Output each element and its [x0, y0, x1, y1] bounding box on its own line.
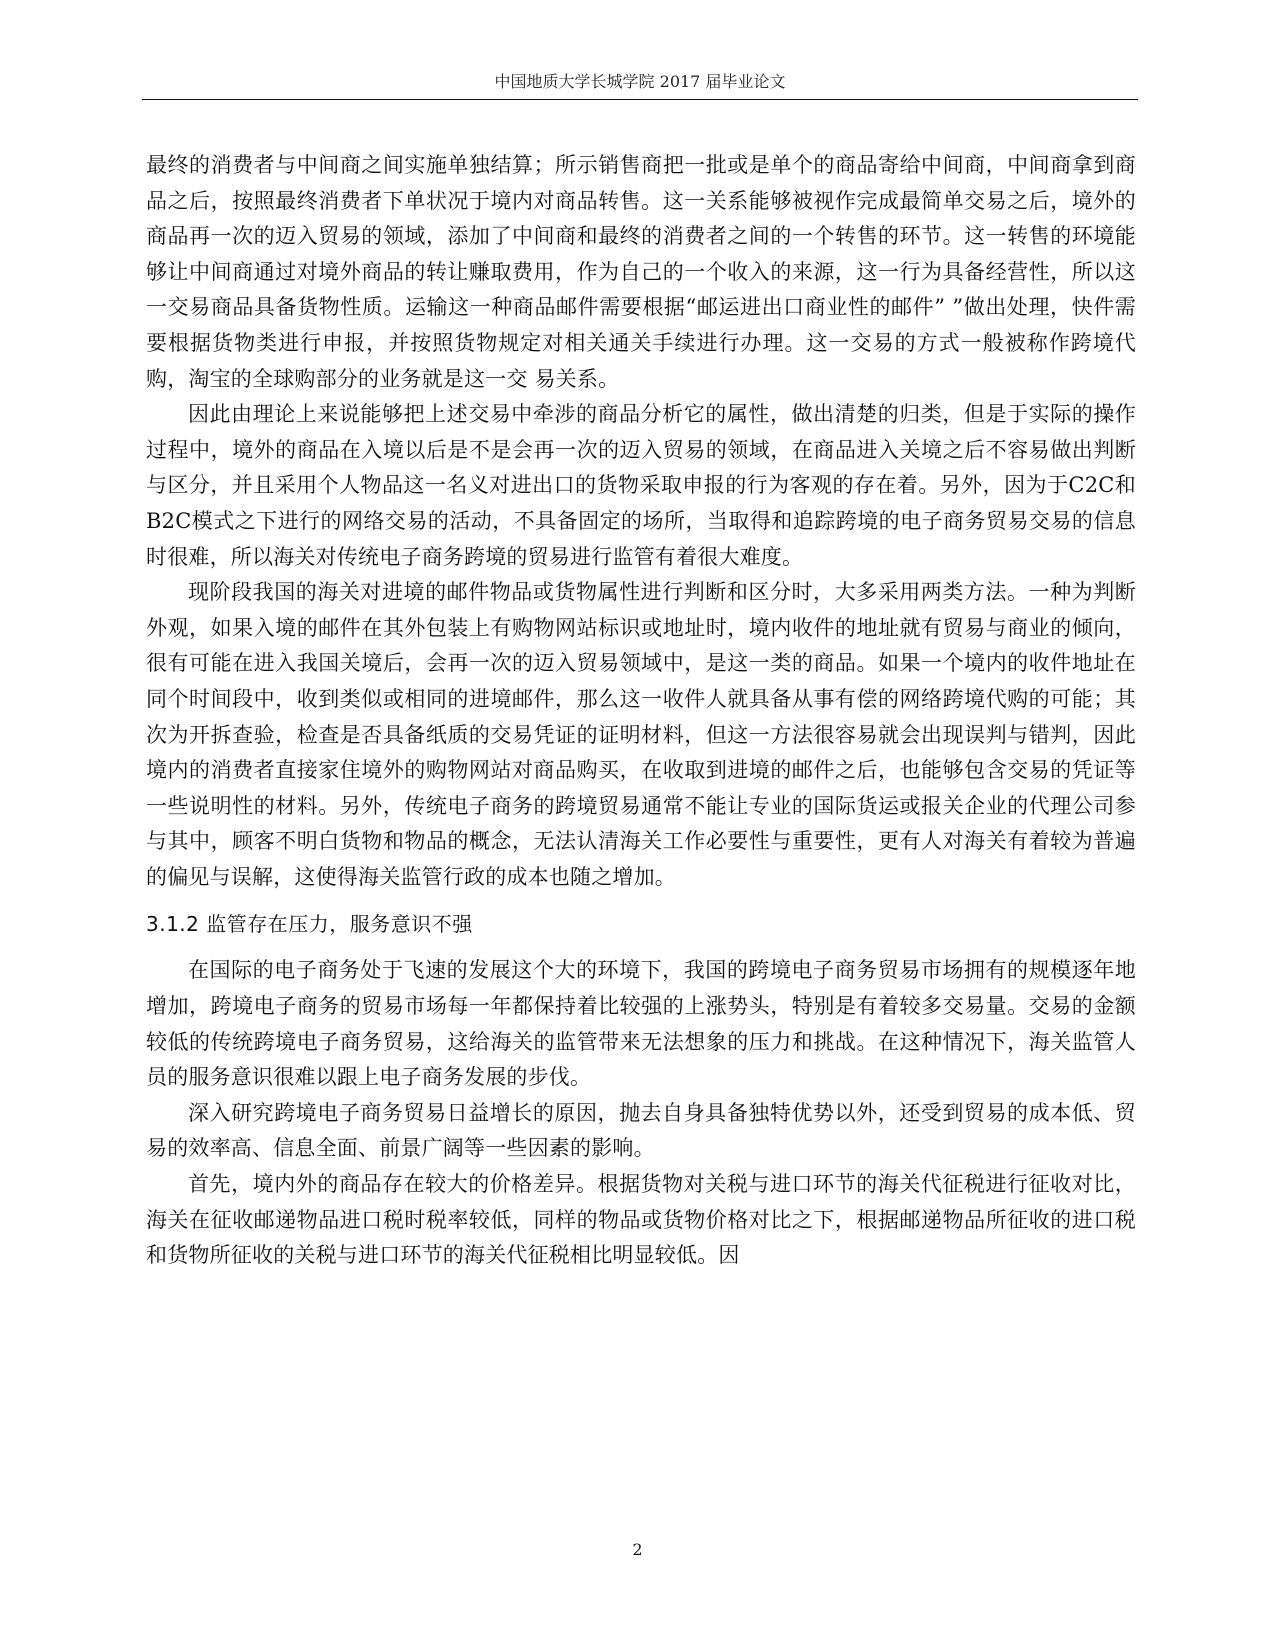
paragraph: 首先，境内外的商品存在较大的价格差异。根据货物对关税与进口环节的海关代征税进行征收对比，海关在征收邮递物品进口税时税率较低，同样的物品或货物价格对比之下，根据邮递物品所征收的进口税和货物所征收的关税与进口环节的海关代征税相比明显较低。因	[146, 1172, 1136, 1268]
paragraph: 深入研究跨境电子商务贸易日益增长的原因，抛去自身具备独特优势以外，还受到贸易的成本低、贸易的效率高、信息全面、前景广阔等一些因素的影响。	[146, 1100, 1136, 1161]
paragraph: 在国际的电子商务处于飞速的发展这个大的环境下，我国的跨境电子商务贸易市场拥有的规模逐年地增加，跨境电子商务的贸易市场每一年都保持着比较强的上涨势头，特别是有着较多交易量。交易的金额较低的传统跨境电子商务贸易，这给海关的监管带来无法想象的压力和挑战。在这种情况下，海关监管人员的服务意识很难以跟上电子商务发展的步伐。	[146, 958, 1136, 1090]
paragraph-continued: 最终的消费者与中间商之间实施单独结算；所示销售商把一批或是单个的商品寄给中间商，中间商拿到商品之后，按照最终消费者下单状况于境内对商品转售。这一关系能够被视作完成最简单交易之后，境外的商品再一次的迈入贸易的领域，添加了中间商和最终的消费者之间的一个转售的环节。这一转售的环境能够让中间商通过对境外商品的转让赚取费用，作为自己的一个收入的来源，这一行为具备经营性，所以这一交易商品具备货物性质。运输这一种商品邮件需要根据“邮运进出口商业性的邮件” ”做出处理，快件需要根据货物类进行申报，并按照货物规定对相关通关手续进行办理。这一交易的方式一般被称作跨境代购，淘宝的全球购部分的业务就是这一交 易关系。	[146, 153, 1136, 391]
page-number: 2	[632, 1540, 643, 1559]
document-body	[146, 148, 1136, 1274]
section-heading: 3.1.2 监管存在压力，服务意识不强	[146, 912, 473, 937]
paragraph: 因此由理论上来说能够把上述交易中牵涉的商品分析它的属性，做出清楚的归类，但是于实际的操作过程中，境外的商品在入境以后是不是会再一次的迈入贸易的领域，在商品进入关境之后不容易做出判断与区分，并且采用个人物品这一名义对进出口的货物采取申报的行为客观的存在着。另外，因为于C2C和B2C模式之下进行的网络交易的活动，不具备固定的场所，当取得和追踪跨境的电子商务贸易交易的信息时很难，所以海关对传统电子商务跨境的贸易进行监管有着很大难度。	[146, 402, 1136, 569]
paragraph: 现阶段我国的海关对进境的邮件物品或货物属性进行判断和区分时，大多采用两类方法。一种为判断外观，如果入境的邮件在其外包装上有购物网站标识或地址时，境内收件的地址就有贸易与商业的倾向，很有可能在进入我国关境后，会再一次的迈入贸易领域中，是这一类的商品。如果一个境内的收件地址在同个时间段中，收到类似或相同的进境邮件，那么这一收件人就具备从事有偿的网络跨境代购的可能；其次为开拆查验，检查是否具备纸质的交易凭证的证明材料，但这一方法很容易就会出现误判与错判，因此境内的消费者直接家住境外的购物网站对商品购买，在收取到进境的邮件之后，也能够包含交易的凭证等一些说明性的材料。另外，传统电子商务的跨境贸易通常不能让专业的国际货运或报关企业的代理公司参与其中，顾客不明白货物和物品的概念，无法认清海关工作必要性与重要性，更有人对海关有着较为普遍的偏见与误解，这使得海关监管行政的成本也随之增加。	[146, 580, 1136, 889]
header-divider	[142, 99, 1138, 100]
running-header: 中国地质大学长城学院 2017 届毕业论文	[494, 72, 786, 91]
